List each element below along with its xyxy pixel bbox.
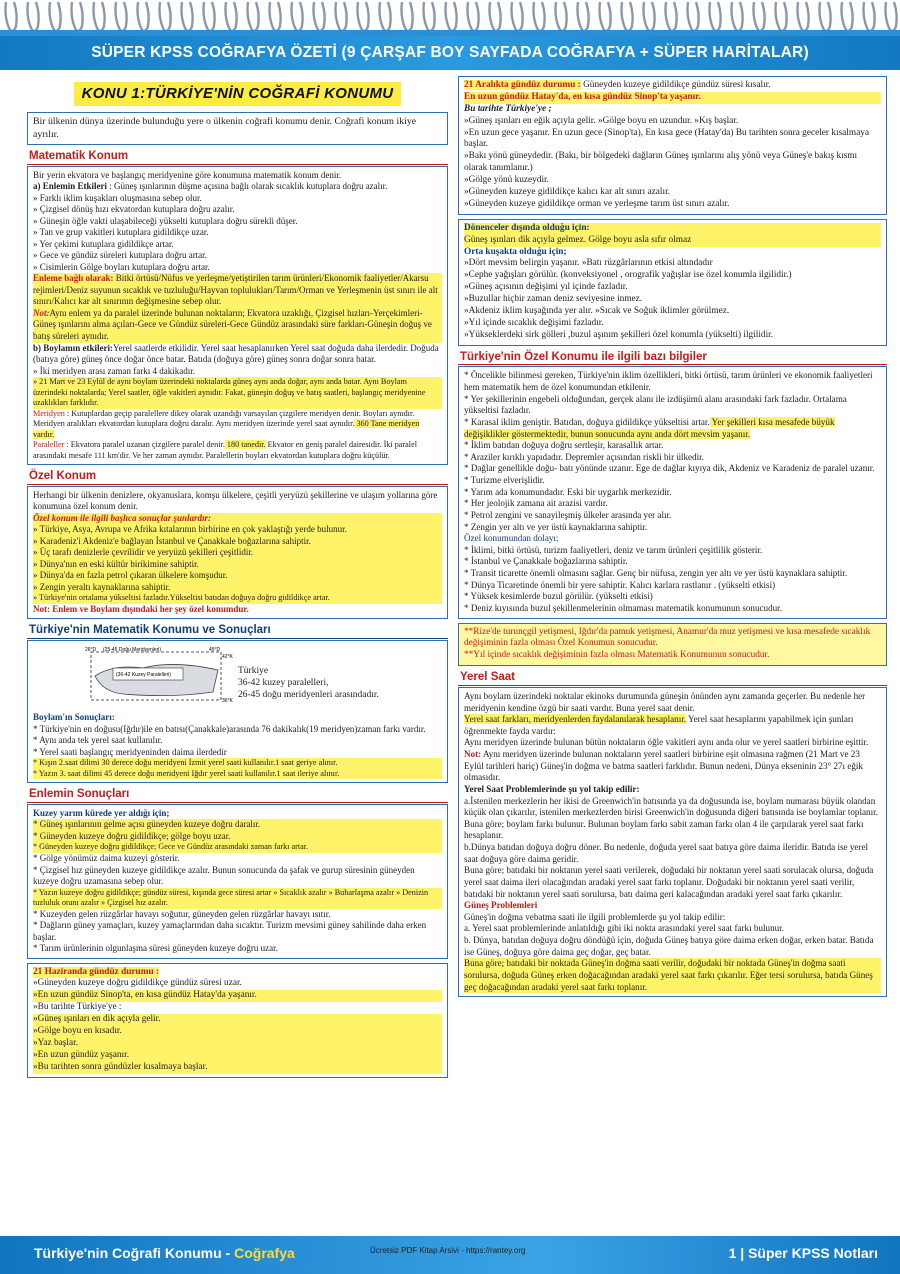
text-line: Bitki örtüsü/Nüfus ve yerleşme/yetiştirilen tarım ürünleri/Ekonomik faaliyetler/Akarsu rejimleri/Deniz suyunun sıcaklık ve tuzluluğu/Hayvan toplulukları/Tarım/Orman ve Yerleşmenin üst sınırı ile alt sınırı/Kalıcı kar alt sınırının değişmesine sebep olur. bbox=[33, 273, 438, 307]
list-item: » Türkiye, Asya, Avrupa ve Afrika kıtalarının birbirine en çok yaklaştığı yerde bulunur. bbox=[33, 524, 442, 536]
list-item: »En uzun gündüz yaşanır. bbox=[33, 1050, 442, 1062]
text-line: Güneyden kuzeye gidildikçe gündüz süresi kısalır. bbox=[580, 80, 771, 90]
list-item: » Yer çekimi kutuplara gidildikçe artar. bbox=[33, 238, 174, 249]
enleme-label: Enleme bağlı olarak: bbox=[33, 273, 114, 284]
list-item: » Cisimlerin Gölge boyları kutuplara doğru artar. bbox=[33, 261, 210, 272]
enlem-etkileri-label: a) Enlemin Etkileri bbox=[33, 181, 107, 192]
list-item: * Yazın 3. saat dilimi 45 derece doğu meridyeni Iğdır yerel saati kullanılır.1 saat ileriye alınır. bbox=[33, 769, 442, 780]
list-item: * Öncelikle bilinmesi gereken, Türkiye'nin iklim özellikleri, bitki örtüsü, tarım ürünleri ve ekonomik faaliyetleri hem matematik hem de özel konumundan etkilenir. bbox=[464, 370, 873, 393]
intro-box bbox=[27, 112, 448, 145]
list-item: » Dünya'da en fazla petrol çıkaran ülkelere komşudur. bbox=[33, 570, 442, 582]
spiral-binding-graphic bbox=[0, 0, 900, 36]
list-item: » İki meridyen arası zaman farkı 4 dakikadır. bbox=[33, 365, 195, 376]
list-item: »En uzun gece yaşanır. En uzun gece (Sinop'ta), En kısa gece (Hatay'da) Bu tarihten sonra geceler kısalmaya başlar. bbox=[464, 127, 870, 150]
topic-title bbox=[27, 76, 448, 112]
aralik-subheading: Bu tarihte Türkiye'ye ; bbox=[464, 103, 552, 114]
page-header bbox=[0, 36, 900, 70]
gunes-problemleri-heading: Güneş Problemleri bbox=[464, 900, 538, 911]
list-item: »Güneş açısının değişimi yıl içinde fazladır. bbox=[464, 282, 628, 293]
list-item: * Gölge yönümüz daima kuzeyi gösterir. bbox=[33, 852, 180, 863]
section-matematik-konum: Matematik Konum bbox=[27, 149, 448, 165]
meridyen-label: Meridyen bbox=[33, 408, 65, 418]
list-item: * Her jeolojik zamana ait arazisi vardır. bbox=[464, 498, 608, 509]
list-item: »Akdeniz iklim kuşağında yer alır. »Sıcak ve Soğuk iklimler görülmez. bbox=[464, 306, 730, 317]
list-item: * Yarım ada konumundadır. Eski bir uygarlık merkezidir. bbox=[464, 486, 672, 497]
map-label: (36-42 Kuzey Paralelleri) bbox=[116, 672, 172, 679]
map-caption-line: 26-45 doğu meridyenleri arasındadır. bbox=[238, 689, 379, 700]
donence-box bbox=[458, 219, 887, 346]
text-line: Bir yerin ekvatora ve başlangıç meridyenine göre konumuna matematik konum denir. bbox=[33, 169, 342, 180]
highlight: Yerel saat farkları, meridyenlerden faydalanılarak hesaplanır. bbox=[464, 714, 687, 725]
header-title: SÜPER KPSS COĞRAFYA ÖZETİ (9 ÇARŞAF BOY SAYFADA COĞRAFYA + SÜPER HARİTALAR) bbox=[91, 44, 809, 62]
map-label: 26°D bbox=[85, 647, 97, 654]
left-column bbox=[27, 76, 448, 1082]
text-line: : Kutuplardan geçip paralellere dikey olarak uzandığı varsayılan çizgilere meridyen denir. Boyları aynıdır. Meridyen aralıkları ekvatordan kutuplara doğru daralır. Aynı meridyen üzerinde yerel saat aynıdır. bbox=[33, 408, 415, 429]
list-item: » Tan ve grup vakitleri kutuplara gidildikçe uzar. bbox=[33, 227, 209, 238]
text-line: Güneş'in doğma vebatma saati ile ilgili problemlerde şu yol takip edilir: bbox=[464, 911, 726, 922]
section-ozel-konum: Özel Konum bbox=[27, 469, 448, 485]
list-item: * Aynı anda tek yerel saat kullanılır. bbox=[33, 735, 163, 746]
map-caption-line: 36-42 kuzey paralelleri, bbox=[238, 678, 329, 689]
text-line: Yerel saatlerde etkilidir. Yerel saat hesaplanırken Yerel saat doğuda daha ilerdedir. Doğuda (batıya göre) güneş önce doğar önce batar. Batıda (doğuya göre) güneş sonra doğar sonra batar. bbox=[33, 342, 439, 365]
ozel-subheading: Özel konum ile ilgili başlıca sonuçlar şunlardır: bbox=[33, 513, 442, 525]
text-line: Aynı meridyen üzerinde bulunan noktaların yerel saatleri birbirine eşit olmasına rağmen (21 Mart ve 23 Eylül tarihleri hariç) Güneş'in doğma ve batma saatleri farklıdır. Bunun nedeni, Dünya ekseninin 23° 27ı eğik olmasıdır. bbox=[464, 749, 863, 783]
text-line: Buna göre; batıdaki bir noktada Güneş'in doğma saati verilir, doğudaki bir noktada Güneş'in doğma saati sorulursa, doğuda Güneş erken doğacağından aradaki yerel saat farkı çıkarılır. Eğer tersi sorulursa, batıda Güneş geç doğacağından aradaki yerel saat farkı toplanır. bbox=[464, 958, 881, 993]
list-item: »Dört mevsim belirgin yaşanır. »Batı rüzgârlarının etkisi altındadır bbox=[464, 258, 713, 269]
list-item: »Güneş ışınları en eğik açıyla gelir. »Gölge boyu en uzundur. »Kış başlar. bbox=[464, 115, 739, 126]
text-line: b.Dünya batıdan doğuya doğru döner. Bu nedenle, doğuda yerel saat batıya göre daima ileridir. Batıda ise yerel saat doğuya göre daima geridir. bbox=[464, 842, 869, 864]
text-line: * Karasal iklim geniştir. Batıdan, doğuya gidildikçe yükseltisi artar. bbox=[464, 416, 710, 427]
text-line: Güneş ışınları dik açıyla gelmez. Gölge boyu asla sıfır olmaz bbox=[464, 235, 881, 247]
not-label: Not: bbox=[464, 749, 482, 760]
matematik-box bbox=[27, 166, 448, 465]
list-item: » Türkiye'nin ortalama yükseltisi fazladır.Yükseltisi batıdan doğuya doğru gidildikçe artar. bbox=[33, 593, 442, 604]
list-item: * Güneyden kuzeye doğru gidildikçe; Gece ve Gündüz arasındaki zaman farkı artar. bbox=[33, 842, 442, 853]
turkey-grid-diagram bbox=[83, 646, 233, 708]
text-line: Herhangi bir ülkenin denizlere, okyanuslara, komşu ülkelere, çeşitli yeryüzü şekillerine ve ulaşım yollarına göre konumuna özel konum denir. bbox=[33, 489, 438, 512]
text-line: Ekvatora paralel uzanan çizgilere paralel denir. bbox=[68, 440, 225, 450]
map-label: 36°K bbox=[222, 698, 233, 705]
es-subheading: Kuzey yarım kürede yer aldığı için; bbox=[33, 807, 170, 818]
text-line: b. Dünya, batıdan doğuya doğru döndüğü için, doğuda Güneş batıya göre daima erken doğar, erken batar. Batıda ise Güneş, doğuya göre daima geç doğar, geç batar. bbox=[464, 935, 874, 957]
topic-title-text: KONU 1:TÜRKİYE'NİN COĞRAFİ KONUMU bbox=[74, 82, 402, 105]
list-item: » Zengin yeraltı kaynaklarına sahiptir. bbox=[33, 582, 442, 594]
list-item: * Türkiye'nin en doğusu(Iğdır)ile en batısı(Çanakkale)arasında 76 dakikalık(19 meridyen)zaman farkı vardır. bbox=[33, 723, 426, 734]
footer-left bbox=[34, 1245, 295, 1263]
ozel-not: Not: Enlem ve Boylam dışındaki her şey özel konumdur. bbox=[33, 603, 249, 614]
haziran-heading: 21 Haziranda gündüz durumu : bbox=[33, 966, 160, 977]
mk-box bbox=[27, 640, 448, 783]
page-footer bbox=[0, 1236, 900, 1274]
list-item: * Çizgisel hız güneyden kuzeye gidildikçe azalır. Bunun sonucunda da şafak ve gurup süresinin güneyden kuzeye doğru uzamasına sebep olur. bbox=[33, 864, 415, 887]
list-item: » Gece ve gündüz süreleri kutuplara doğru artar. bbox=[33, 250, 207, 261]
list-item: »Güneyden kuzeye doğru gidildikçe gündüz süresi uzar. bbox=[33, 978, 242, 989]
list-item: * Petrol zengini ve sanayileşmiş ülkeler arasında yer alır. bbox=[464, 509, 672, 520]
list-item: * İklimi, bitki örtüsü, turizm faaliyetleri, deniz ve tarım ürünleri çeşitlilik gösterir. bbox=[464, 544, 763, 555]
list-item: * Güneş ışınlarının gelme açısı güneyden kuzeye doğru daralır. bbox=[33, 819, 442, 831]
text-line: Yerel saat hesaplarını yapabilmek için şunları öğrenmekte fayda vardır: bbox=[464, 714, 854, 736]
list-item: * İklim batıdan doğuya doğru sertleşir, karasallık artar. bbox=[464, 440, 664, 451]
highlight: 360 Tane meridyen vardır. bbox=[33, 419, 420, 439]
highlight: Yer şekilleri kısa mesafede büyük değişiklikler göstermektedir, bunun sonucunda aynı anda dört mevsim yaşanır. bbox=[464, 416, 835, 439]
map-label: 45°D bbox=[209, 647, 221, 654]
list-item: »Güneş ışınları en dik açıyla gelir. bbox=[33, 1014, 442, 1026]
section-yerel-saat: Yerel Saat bbox=[458, 670, 887, 686]
list-item: * Deniz kıyısında buzul şekillenmelerinin olmaması matematik konumunun sonucudur. bbox=[464, 602, 782, 613]
list-item: »Bakı yönü güneydedir. (Bakı, bir bölgedeki dağların Güneş ışınlarını alış yönü veya Güneş'e bakış kısmı olarak tanımlanır.) bbox=[464, 151, 858, 174]
list-item: » Karadeniz'i Akdeniz'e bağlayan İstanbul ve Çanakkale boğazlarına sahiptir. bbox=[33, 536, 442, 548]
list-item: * İstanbul ve Çanakkale boğazlarına sahiptir. bbox=[464, 556, 628, 567]
list-item: » Dünya'nın en eski kültür birikimine sahiptir. bbox=[33, 559, 442, 571]
list-item: * Dünya Ticaretinde önemli bir yere sahiptir. Kalıcı karlara rastlanır . (yükselti etkisi) bbox=[464, 579, 776, 590]
ys-box bbox=[458, 687, 887, 997]
text-line: Ekvator en geniş paralel dairesidir. İki paralel arasındaki mesafe 111 km'dir. Ve her zaman aynıdır. Paralellerin boyları ekvatordan kutuplara doğru küçülür. bbox=[33, 440, 417, 460]
list-item: * Yer şekillerinin engebeli olduğundan, gerçek alanı ile izdüşümü alanı arasındaki fark fazladır. Ortalama yükseltisi fazladır. bbox=[464, 393, 847, 416]
list-item: » Üç tarafı denizlerle çevrilidir ve yeryüzü şekilleri çeşitlidir. bbox=[33, 547, 442, 559]
turkey-grid-map bbox=[33, 646, 442, 710]
list-item: »Gölge yönü kuzeydir. bbox=[464, 175, 549, 186]
aralik-heading: 21 Aralıkta gündüz durumu : bbox=[464, 80, 581, 90]
list-item: »Yükseklerdeki sirk gölleri ,buzul aşınım şekilleri özel konumla (yükselti) ilgilidir. bbox=[464, 329, 774, 340]
text-line: Aynı meridyen üzerinde bulunan bütün noktaların öğle vakitleri aynı anda olur ve yerel saatleri birbirine eşittir. bbox=[464, 737, 869, 748]
map-label: (25-45 Doğu Meridyenleri) bbox=[103, 647, 162, 654]
list-item: * Tarım ürünlerinin olgunlaşma süresi güneyden kuzeye doğru uzar. bbox=[33, 943, 278, 954]
list-item: »Yıl içinde sıcaklık değişimi fazladır. bbox=[464, 317, 604, 328]
list-item: » Çizgisel dönüş hızı ekvatordan kutuplara doğru azalır. bbox=[33, 204, 235, 215]
list-item: » Güneşin öğle vakti ulaşabileceği yükselti kutuplara doğru sürekli düşer. bbox=[33, 215, 298, 226]
ozel-box bbox=[27, 486, 448, 620]
right-column bbox=[458, 76, 887, 1001]
rize-box bbox=[458, 623, 887, 667]
donence-heading: Dönenceler dışında olduğu için: bbox=[464, 223, 881, 235]
list-item: * Dağların güney yamaçları, kuzey yamaçlarından daha sıcaktır. Turizm mevsimi güney sahilinde daha erken başlar. bbox=[33, 920, 427, 942]
not-label: Not: bbox=[33, 307, 50, 318]
map-caption-line: Türkiye bbox=[238, 666, 269, 677]
list-item: * Turizme elverişlidir. bbox=[464, 475, 545, 486]
list-item: * Yerel saati başlangıç meridyeninden daima ilerdedir bbox=[33, 746, 227, 757]
tok-box bbox=[458, 366, 887, 618]
paralel-label: Paraleller : bbox=[33, 440, 69, 450]
map-label: 42°K bbox=[222, 654, 233, 661]
list-item: » 21 Mart ve 23 Eylül de aynı boylam üzerindeki noktalarda güneş aynı anda doğar, aynı anda batar. Aynı Boylam üzerindeki noktalarda; Yerel saatler, öğle vakitleri aynıdır. Fakat, güneşin doğuş ve batış saatleri, başlangıç meridyenine uzaklıkları farklıdır. bbox=[33, 377, 442, 409]
intro-text: Bir ülkenin dünya üzerinde bulunduğu yere o ülkenin coğrafi konumu denir. Coğrafi konum ikiye ayrılır. bbox=[33, 116, 417, 140]
section-matematik-sonuclari: Türkiye'nin Matematik Konumu ve Sonuçları bbox=[27, 623, 448, 639]
footer-source: Ücretsiz PDF Kitap Arsivi - https://rantey.org bbox=[370, 1246, 526, 1255]
list-item: * Araziler kırıklı yapıdadır. Depremler açısından riskli bir ülkedir. bbox=[464, 451, 704, 462]
haziran-box bbox=[27, 963, 448, 1078]
list-item: * Yazın kuzeye doğru gidildikçe; gündüz süresi, kışında gece süresi artar » Sıcaklık azalır » Buharlaşma azalır » Denizin tuzluluk oranı azalır » Çizgisel hız azalır. bbox=[33, 888, 442, 909]
list-item: »Yaz başlar. bbox=[33, 1038, 442, 1050]
list-item: * Dağlar genellikle doğu- batı yönünde uzanır. Ege de dağlar kıyıya dik, Akdeniz ve Karadeniz de paralel uzanır. bbox=[464, 463, 875, 474]
tok-subheading: Özel konumundan dolayı; bbox=[464, 533, 559, 544]
list-item: * Yüksek kesimlerde buzul görülür. (yükselti etkisi) bbox=[464, 591, 653, 602]
list-item: » Farklı iklim kuşakları oluşmasına sebep olur. bbox=[33, 192, 202, 203]
spiral-binding bbox=[0, 0, 900, 36]
list-item: »Gölge boyu en kısadır. bbox=[33, 1026, 442, 1038]
list-item: »Cephe yağışları görülür. (konveksiyonel , orografik yağışlar ise özel konumla ilgilidir.) bbox=[464, 270, 792, 281]
list-item: »Bu tarihte Türkiye'ye : bbox=[33, 1002, 122, 1013]
footer-subject: Coğrafya bbox=[234, 1245, 295, 1261]
text-line: **Rize'de turunçgil yetişmesi, Iğdır'da pamuk yetişmesi, Anamur'da muz yetişmesi ve kısa mesafede sıcaklık değişiminin fazla olması Özel Konumun sonucudur. bbox=[464, 626, 871, 649]
list-item: »Bu tarihten sonra gündüzler kısalmaya başlar. bbox=[33, 1062, 442, 1074]
footer-topic: Türkiye'nin Coğrafi Konumu - bbox=[34, 1245, 235, 1261]
text-line: **Yıl içinde sıcaklık değişiminin fazla olması Matematik Konumunun sonucudur. bbox=[464, 650, 770, 661]
section-ozel-konum-bilgiler: Türkiye'nin Özel Konumu ile ilgili bazı bilgiler bbox=[458, 350, 887, 366]
boylam-sonuclari-heading: Boylam'ın Sonuçları: bbox=[33, 712, 115, 723]
list-item: »Güneyden kuzeye gidildikçe orman ve yerleşme tarım üst sınırı azalır. bbox=[464, 198, 730, 209]
orta-kusak-heading: Orta kuşakta olduğu için; bbox=[464, 246, 567, 257]
boylam-label: b) Boylamın etkileri: bbox=[33, 342, 113, 353]
ys-subheading: Yerel Saat Problemlerinde şu yol takip edilir: bbox=[464, 783, 640, 794]
list-item: »Güneyden kuzeye gidildikçe kalıcı kar alt sınırı azalır. bbox=[464, 187, 671, 198]
map-caption bbox=[238, 666, 379, 702]
section-enlemin-sonuclari: Enlemin Sonuçları bbox=[27, 787, 448, 803]
text-line: Aynı enlem ya da paralel üzerinde bulunan noktaların; Ekvatora uzaklığı, Çizgisel hızları-Yerçekimleri-Güneş ışınlarını alma açıları-Gece ve Gündüz süreleri-Gece Gündüz arasındaki süre farkları-Güneşin doğuş ve batış süreleri aynıdır. bbox=[33, 307, 432, 341]
list-item: * Kışın 2.saat dilimi 30 derece doğu meridyeni İzmit yerel saati kullanılır.1 saat geriye alınır. bbox=[33, 758, 442, 769]
aralik-box bbox=[458, 76, 887, 215]
list-item: * Zengin yer altı ve yer üstü kaynaklarına sahiptir. bbox=[464, 521, 648, 532]
text-line: : Güneş ışınlarının düşme açısına bağlı olarak sıcaklık kutuplara doğru azalır. bbox=[107, 181, 388, 192]
footer-page: 1 | Süper KPSS Notları bbox=[728, 1245, 878, 1261]
highlight: 180 tanedir. bbox=[224, 440, 266, 450]
list-item: * Güneyden kuzeye doğru gidildikçe; gölge boyu uzar. bbox=[33, 831, 442, 843]
list-item: »Buzullar hiçbir zaman deniz seviyesine inmez. bbox=[464, 294, 643, 305]
text-line: a. Yerel saat problemlerinde anlatıldığı gibi iki nokta arasındaki yerel saat farkı bulunur. bbox=[464, 923, 784, 934]
text-line: Buna göre; batıdaki bir noktanın yerel saati verilerek, doğudaki bir noktanın yerel saati sorulacak olursa, doğuda yerel saat daima ileri olacağından aradaki yerel saat farkı toplanır. Doğudaki bir noktanın yerel saati verilir, batıdaki bir noktanın yerel saati sorulursa, batı daima geri kalacağından aradaki yerel saat farkı çıkarılır. bbox=[464, 865, 874, 899]
text-line: a.İstenilen merkezlerin her ikisi de Greenwich'in batısında ya da doğusunda ise, boylam numarası büyük olandan küçük olan çıkarılır, istenilen merkezlerden birisi Greenwich'in doğusunda diğeri batısında ise boylamlar toplanır. Buna göre; boylam farkı bulunur. Bulunan boylam farkı sabit zaman farkı olan 4 ile çarpılarak yerel saat farkı hesaplanır. bbox=[464, 795, 878, 841]
list-item: * Transit ticarette önemli olmasını sağlar. Genç bir nüfusa, zengin yer altı ve yer üstü kaynaklara sahiptir. bbox=[464, 568, 848, 579]
text-line: Aynı boylam üzerindeki noktalar ekinoks durumunda güneşin önünden aynı zamanda geçerler. Bu nedenle her meridyenin kendine özgü bir saati vardır. Buna yerel saat denir. bbox=[464, 690, 866, 713]
es-box bbox=[27, 804, 448, 959]
list-item: »En uzun gündüz Sinop'ta, en kısa gündüz Hatay'da yaşanır. bbox=[33, 990, 442, 1002]
list-item: * Kuzeyden gelen rüzgârlar havayı soğutur, güneyden gelen rüzgârlar havayı ısıtır. bbox=[33, 908, 331, 919]
text-line: En uzun gündüz Hatay'da, en kısa gündüz Sinop'ta yaşanır. bbox=[464, 92, 881, 104]
